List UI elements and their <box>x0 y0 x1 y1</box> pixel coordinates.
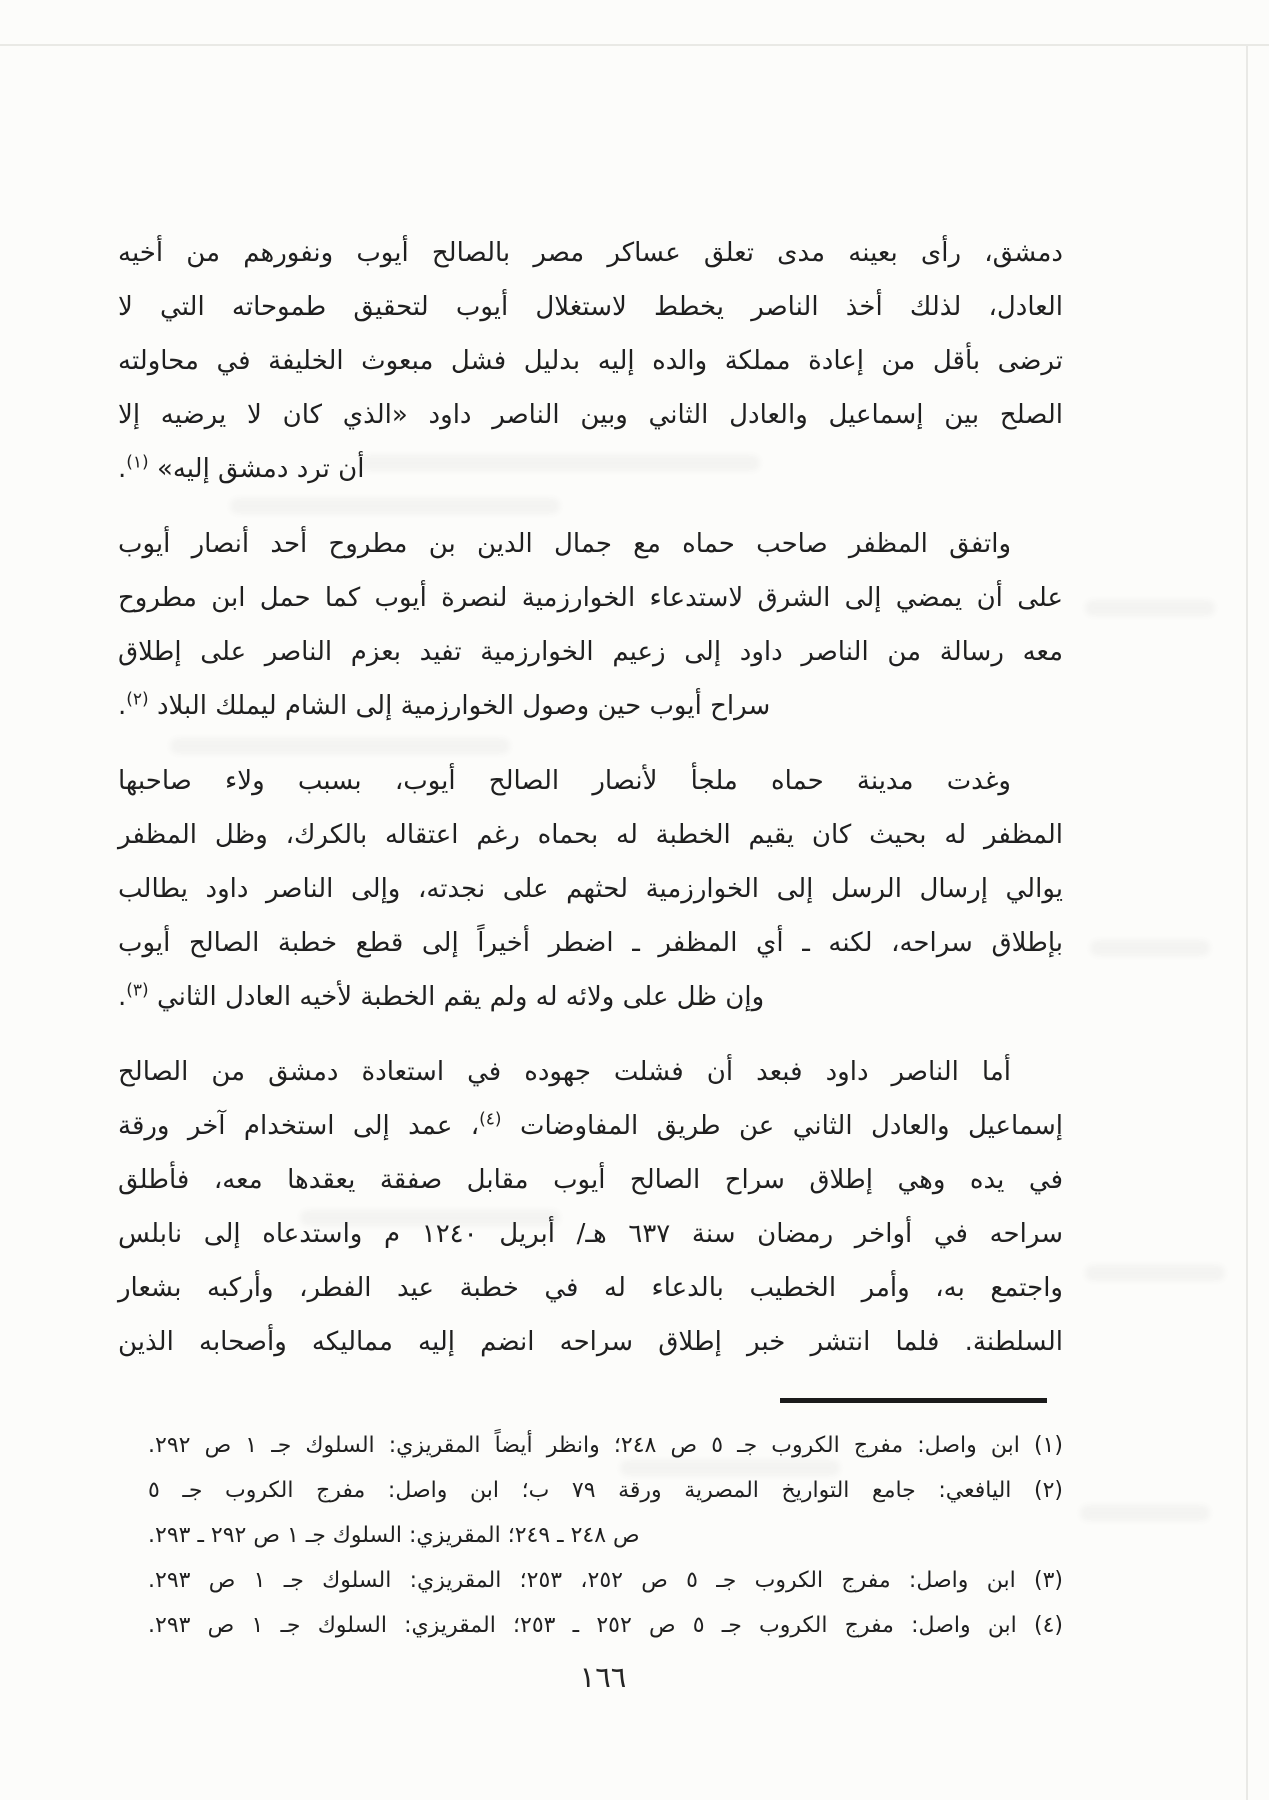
footnote-reference: (٤) <box>479 1109 502 1130</box>
footnote-line: (٢) اليافعي: جامع التواريخ المصرية ورقة ٧٩ ب؛ ابن واصل: مفرج الكروب جـ ٥ <box>148 1478 1063 1503</box>
body-line: ترضى بأقل من إعادة مملكة والده إليه بدليل فشل مبعوث الخليفة في محاولته <box>118 346 1063 376</box>
paragraph <box>118 754 1063 1024</box>
bleedthrough-artifact <box>1090 940 1210 956</box>
footnote-line: (١) ابن واصل: مفرج الكروب جـ ٥ ص ٢٤٨؛ وانظر أيضاً المقريزي: السلوك جـ ١ ص ٢٩٢. <box>148 1433 1063 1458</box>
body-line: سراح أيوب حين وصول الخوارزمية إلى الشام ليملك البلاد $^{(٢)}$. <box>118 689 771 721</box>
bleedthrough-artifact <box>1085 600 1215 616</box>
footnote-line: (٤) ابن واصل: مفرج الكروب جـ ٥ ص ٢٥٢ ـ ٢٥٣؛ المقريزي: السلوك جـ ١ ص ٢٩٣. <box>148 1613 1063 1638</box>
body-line: المظفر له بحيث كان يقيم الخطبة له بحماه رغم اعتقاله بالكرك، وظل المظفر <box>118 820 1063 850</box>
footnote-reference: (٣) <box>126 980 149 1001</box>
footnote-line: (٣) ابن واصل: مفرج الكروب جـ ٥ ص ٢٥٢، ٢٥٣؛ المقريزي: السلوك جـ ١ ص ٢٩٣. <box>148 1568 1063 1593</box>
paragraph <box>118 226 1063 496</box>
body-line: وغدت مدينة حماه ملجأ لأنصار الصالح أيوب، بسبب ولاء صاحبها <box>118 766 1011 796</box>
body-text <box>118 226 1063 1369</box>
body-line: أن ترد دمشق إليه» $^{(١)}$. <box>118 452 365 484</box>
body-line: على أن يمضي إلى الشرق لاستدعاء الخوارزمية لنصرة أيوب كما حمل ابن مطروح <box>118 583 1063 613</box>
body-line: السلطنة. فلما انتشر خبر إطلاق سراحه انضم إليه مماليكه وأصحابه الذين <box>118 1327 1063 1357</box>
body-line: واجتمع به، وأمر الخطيب بالدعاء له في خطبة عيد الفطر، وأركبه بشعار <box>118 1273 1063 1303</box>
body-line: بإطلاق سراحه، لكنه ـ أي المظفر ـ اضطر أخيراً إلى قطع خطبة الصالح أيوب <box>118 928 1063 958</box>
footnote-reference: (١) <box>126 452 149 473</box>
body-line: يوالي إرسال الرسل إلى الخوارزمية لحثهم على نجدته، وإلى الناصر داود يطالب <box>118 874 1063 904</box>
scan-top-edge-line <box>0 44 1269 46</box>
footnote-reference: (٢) <box>126 689 149 710</box>
body-line: دمشق، رأى بعينه مدى تعلق عساكر مصر بالصالح أيوب ونفورهم من أخيه <box>118 238 1063 268</box>
body-line: سراحه في أواخر رمضان سنة ٦٣٧ هـ/ أبريل ١٢٤٠ م واستدعاه إلى نابلس <box>118 1219 1063 1249</box>
body-line: في يده وهي إطلاق سراح الصالح أيوب مقابل صفقة يعقدها معه، فأطلق <box>118 1165 1063 1195</box>
footnote-line: ص ٢٤٨ ـ ٢٤٩؛ المقريزي: السلوك جـ ١ ص ٢٩٢ ـ ٢٩٣. <box>148 1523 640 1548</box>
footnotes <box>148 1423 1063 1648</box>
paragraph <box>118 517 1063 733</box>
body-line: إسماعيل والعادل الثاني عن طريق المفاوضات $^{(٤)}$، عمد إلى استخدام آخر ورقة <box>118 1109 1063 1141</box>
body-line: العادل، لذلك أخذ الناصر يخطط لاستغلال أيوب لتحقيق طموحاته التي لا <box>118 292 1063 322</box>
body-line: وإن ظل على ولائه له ولم يقم الخطبة لأخيه العادل الثاني $^{(٣)}$. <box>118 980 765 1012</box>
scan-right-edge-line <box>1246 44 1248 1800</box>
body-line: أما الناصر داود فبعد أن فشلت جهوده في استعادة دمشق من الصالح <box>118 1057 1011 1087</box>
footnote-separator <box>780 1398 1047 1403</box>
body-line: معه رسالة من الناصر داود إلى زعيم الخوارزمية تفيد بعزم الناصر على إطلاق <box>118 637 1063 667</box>
body-line: واتفق المظفر صاحب حماه مع جمال الدين بن مطروح أحد أنصار أيوب <box>118 529 1011 559</box>
body-line: الصلح بين إسماعيل والعادل الثاني وبين الناصر داود «الذي كان لا يرضيه إلا <box>118 400 1063 430</box>
bleedthrough-artifact <box>1080 1505 1210 1521</box>
paragraph <box>118 1045 1063 1369</box>
bleedthrough-artifact <box>1085 1265 1225 1281</box>
page-number: ١٦٦ <box>579 1660 627 1694</box>
